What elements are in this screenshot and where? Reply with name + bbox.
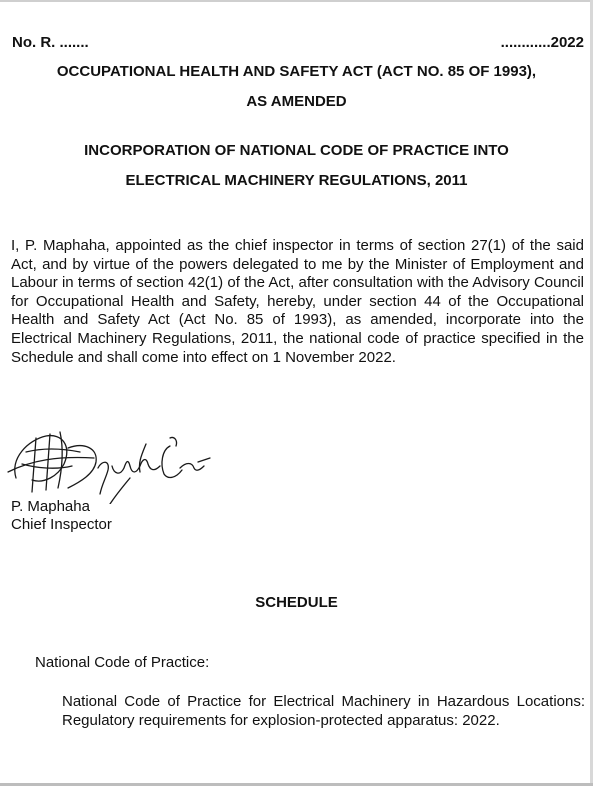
act-title-amended: AS AMENDED xyxy=(246,93,347,110)
act-title: OCCUPATIONAL HEALTH AND SAFETY ACT (ACT NO. 85 OF 1993), xyxy=(56,63,537,80)
signatory-name: P. Maphaha xyxy=(11,498,90,515)
notice-heading-line1: INCORPORATION OF NATIONAL CODE OF PRACTICE INTO xyxy=(84,142,509,159)
handwritten-signature xyxy=(2,418,212,504)
code-of-practice-description: National Code of Practice for Electrical Machinery in Hazardous Locations: Regulatory requirements for explosion-protected apparatus: 2022. xyxy=(62,693,585,729)
schedule-heading: SCHEDULE xyxy=(255,594,338,611)
notice-number: No. R. ....... xyxy=(12,34,89,51)
notice-body-paragraph: I, P. Maphaha, appointed as the chief inspector in terms of section 27(1) of the said Act, and by virtue of the powers delegated to me by the Minister of Employment and Labour in terms of section 42(1) of the Act, after consultation with the Advisory Council for Occupational Health and Safety, hereby, under section 44 of the Occupational Health and Safety Act (Act No. 85 of 1993), as amended, incorporate into the Electrical Machinery Regulations, 2011, the national code of practice specified in the Schedule and shall come into effect on 1 November 2022. xyxy=(11,237,584,366)
notice-date: ............2022 xyxy=(500,34,584,51)
signatory-title: Chief Inspector xyxy=(11,516,112,533)
notice-heading-line2: ELECTRICAL MACHINERY REGULATIONS, 2011 xyxy=(125,172,468,189)
code-of-practice-label: National Code of Practice: xyxy=(35,654,210,671)
scan-edge-top xyxy=(0,0,593,2)
